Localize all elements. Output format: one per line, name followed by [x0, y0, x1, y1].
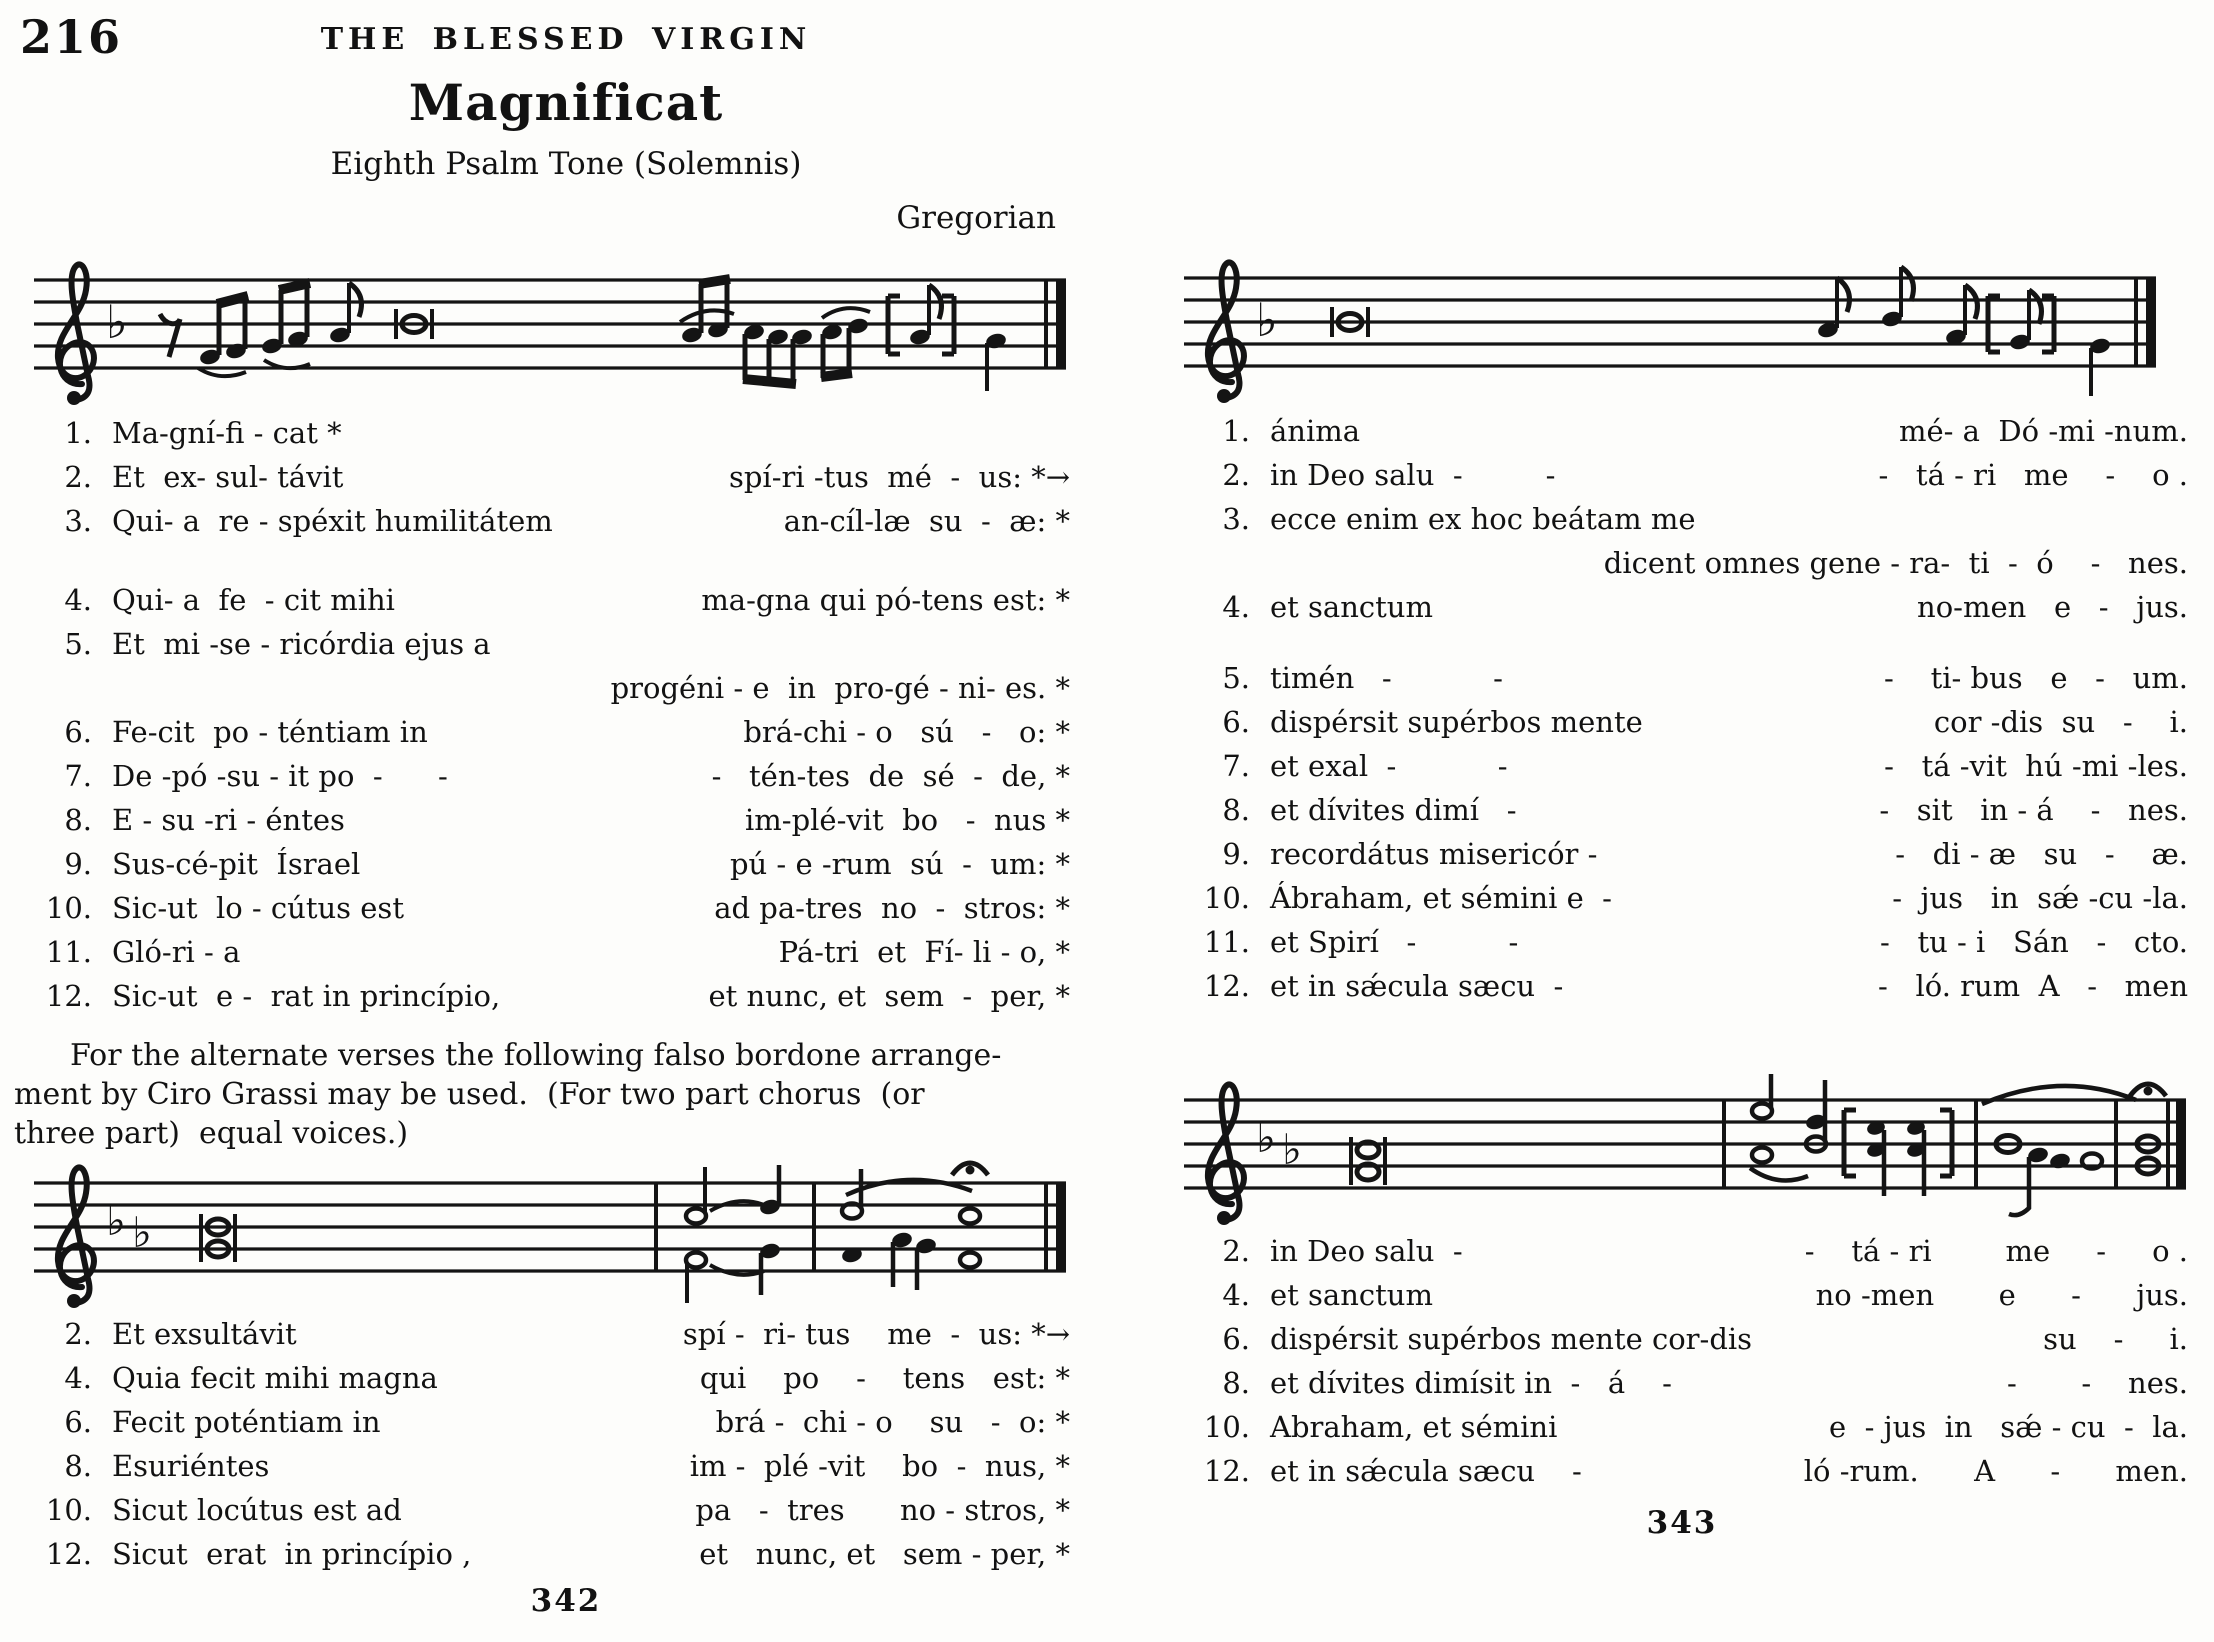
verse-text-left: et in sǽcula sæcu -	[1270, 969, 1564, 1003]
verse-row	[1164, 548, 2188, 579]
verse-text-right: no -men e - jus.	[1815, 1278, 2188, 1312]
verse-row	[14, 893, 1070, 924]
treble-clef-icon	[1208, 1084, 1244, 1225]
verse-row	[1164, 839, 2188, 870]
verse-text-right: progéni - e in pro-gé - ni- es. *	[610, 671, 1070, 705]
verse-text-left: dispérsit supérbos mente cor-dis	[1270, 1322, 1753, 1356]
verse-number: 4.	[1222, 1278, 1250, 1312]
verse-text-right: - di - æ su - æ.	[1895, 837, 2188, 871]
verse-text-right: pú - e -rum sú - um: *	[729, 847, 1070, 881]
verse-number: 8.	[1222, 793, 1250, 827]
verse-text-left: in Deo salu -	[1270, 1234, 1463, 1268]
verse-number: 10.	[1203, 881, 1250, 915]
verse-number: 9.	[1222, 837, 1250, 871]
verse-text-left: Et exsultávit	[112, 1317, 297, 1351]
verse-row	[14, 629, 1070, 660]
verse-row	[1164, 1236, 2188, 1267]
verse-row	[1164, 460, 2188, 491]
chord-breve-icon	[201, 1214, 235, 1262]
verse-row	[1164, 1280, 2188, 1311]
verse-text-left: Sus-cé-pit Ísrael	[112, 847, 361, 881]
verse-text-right: mé- a Dó -mi -num.	[1899, 414, 2188, 448]
verse-text-left: recordátus misericór -	[1270, 837, 1598, 871]
verse-text-left: ánima	[1270, 414, 1361, 448]
verse-text-left: Abraham, et sémini	[1270, 1410, 1558, 1444]
verse-row	[1164, 707, 2188, 738]
flat-sign-icon: ♭	[1282, 1125, 1302, 1174]
verse-text-right: et nunc, et sem - per, *	[699, 1537, 1070, 1571]
right-chant-verses	[1164, 416, 2200, 1002]
verse-text-right: pa - tres no - stros, *	[695, 1493, 1070, 1527]
verse-row	[14, 673, 1070, 704]
note-line: three part) equal voices.)	[14, 1116, 409, 1151]
verse-text-left: et sanctum	[1270, 590, 1433, 624]
verse-text-right: - tá -vit hú -mi -les.	[1884, 749, 2188, 783]
verse-text-left: Et mi -se - ricórdia ejus a	[112, 627, 491, 661]
verse-row	[1164, 504, 2188, 535]
verse-text-left: Fe-cit po - téntiam in	[112, 715, 428, 749]
page-number-left: 342	[530, 1583, 602, 1619]
verse-number: 3.	[1222, 502, 1250, 536]
right-page	[1118, 0, 2214, 1642]
verse-row	[1164, 883, 2188, 914]
chord-group	[1805, 1080, 1828, 1152]
verse-row	[1164, 592, 2188, 623]
verse-row	[1164, 927, 2188, 958]
music-staff-falso-bordone-left	[14, 1143, 1118, 1311]
verse-text-left: in Deo salu - -	[1270, 458, 1556, 492]
verse-text-left: Sicut erat in princípio ,	[112, 1537, 472, 1571]
eighth-note-icon	[329, 283, 362, 344]
verse-number: 2.	[1222, 458, 1250, 492]
verse-text-left: ecce enim ex hoc beátam me	[1270, 502, 1696, 536]
note-group	[1982, 1086, 2136, 1215]
verse-row	[14, 1407, 1070, 1438]
verse-row	[14, 462, 1070, 493]
attribution-label: Gregorian	[896, 200, 1056, 236]
eighth-rest-icon	[160, 314, 180, 357]
verse-number: 7.	[1222, 749, 1250, 783]
verse-text-left: Qui- a fe - cit mihi	[112, 583, 395, 617]
verse-row	[14, 717, 1070, 748]
flat-sign-icon: ♭	[1256, 293, 1278, 347]
verse-text-right: - tu - i Sán - cto.	[1880, 925, 2188, 959]
verse-number: 7.	[64, 759, 92, 793]
verse-text-right: ma-gna qui pó-tens est: *	[701, 583, 1070, 617]
verse-text-right: no-men e - jus.	[1917, 590, 2188, 624]
note-group	[680, 279, 734, 344]
running-head: THE BLESSED VIRGIN	[320, 22, 812, 57]
staff-lines	[1184, 278, 2156, 366]
verse-text-right: im-plé-vit bo - nus *	[745, 803, 1070, 837]
verse-text-left: dispérsit supérbos mente	[1270, 705, 1643, 739]
hymn-number: 216	[20, 10, 123, 64]
verse-number: 1.	[64, 416, 92, 450]
verse-number: 10.	[45, 891, 92, 925]
verse-text-right: - ti- bus e - um.	[1883, 661, 2188, 695]
note-group	[198, 296, 248, 376]
staff-lines	[1184, 1100, 2186, 1188]
verse-text-right: spí-ri -tus mé - us: *→	[728, 460, 1070, 494]
staff-lines	[34, 1183, 1066, 1271]
music-staff-gregorian-left	[14, 240, 1118, 408]
verse-row	[14, 761, 1070, 792]
verse-text-left: timén - -	[1270, 661, 1503, 695]
note-line: For the alternate verses the following falso bordone arrange-	[70, 1038, 1002, 1073]
verse-row	[14, 1539, 1070, 1570]
music-staff-gregorian-right	[1164, 238, 2200, 406]
piece-subtitle: Eighth Psalm Tone (Solemnis)	[330, 146, 802, 182]
verse-number: 11.	[1203, 925, 1250, 959]
verse-text-right: brá-chi - o sú - o: *	[743, 715, 1070, 749]
verse-row	[1164, 1368, 2188, 1399]
verse-number: 6.	[1222, 1322, 1250, 1356]
verse-text-left: Ma-gní-fi - cat *	[112, 416, 342, 450]
right-falso-bordone-verses	[1164, 1236, 2200, 1487]
verse-text-right: qui po - tens est: *	[699, 1361, 1070, 1395]
staff-lines	[34, 280, 1066, 368]
verse-text-right: dicent omnes gene - ra- ti - ó - nes.	[1603, 546, 2188, 580]
verse-row	[14, 506, 1070, 537]
note-group	[743, 323, 814, 384]
music-staff-falso-bordone-right	[1164, 1060, 2200, 1228]
verse-row	[14, 981, 1070, 1012]
verse-number: 10.	[1203, 1410, 1250, 1444]
verse-text-right: - tá - ri me - o .	[1804, 1234, 2188, 1268]
verse-text-left: Sic-ut lo - cútus est	[112, 891, 404, 925]
verse-text-right: Pá-tri et Fí- li - o, *	[778, 935, 1070, 969]
flat-sign-icon: ♭	[106, 1196, 126, 1245]
verse-text-left: et dívites dimísit in - á -	[1270, 1366, 1672, 1400]
verse-number: 5.	[64, 627, 92, 661]
verse-number: 11.	[45, 935, 92, 969]
verse-text-left: et in sǽcula sæcu -	[1270, 1454, 1582, 1488]
verse-number: 10.	[45, 1493, 92, 1527]
verse-number: 6.	[1222, 705, 1250, 739]
page-number-right: 343	[1646, 1505, 1718, 1541]
verse-number: 5.	[1222, 661, 1250, 695]
verse-number: 3.	[64, 504, 92, 538]
verse-text-right: cor -dis su - i.	[1933, 705, 2188, 739]
flat-sign-icon: ♭	[1256, 1113, 1276, 1162]
verse-number: 2.	[64, 1317, 92, 1351]
verse-row	[1164, 1324, 2188, 1355]
eighth-note-icon	[1817, 278, 1850, 339]
treble-clef-icon	[58, 1167, 94, 1308]
verse-number: 4.	[64, 583, 92, 617]
left-falso-bordone-verses	[14, 1319, 1118, 1570]
verse-text-right: ló -rum. A - men.	[1803, 1454, 2188, 1488]
verse-row	[14, 1495, 1070, 1526]
flat-sign-icon: ♭	[106, 295, 128, 349]
verse-number: 12.	[1203, 969, 1250, 1003]
verse-text-right: im - plé -vit bo - nus, *	[689, 1449, 1070, 1483]
verse-text-left: Gló-ri - a	[112, 935, 241, 969]
eighth-note-icon	[1945, 285, 1978, 346]
verse-text-right: - - nes.	[2007, 1366, 2188, 1400]
verse-text-left: Quia fecit mihi magna	[112, 1361, 438, 1395]
chord-group	[686, 1167, 764, 1303]
verse-text-right: spí - ri- tus me - us: *→	[682, 1317, 1070, 1351]
verse-text-right: e - jus in sǽ - cu - la.	[1829, 1410, 2188, 1444]
verse-text-left: E - su -ri - éntes	[112, 803, 345, 837]
verse-number: 8.	[64, 1449, 92, 1483]
verse-number: 9.	[64, 847, 92, 881]
verse-text-left: et sanctum	[1270, 1278, 1433, 1312]
verse-row	[14, 1319, 1070, 1350]
flat-sign-icon: ♭	[132, 1208, 152, 1257]
verse-text-right: - sit in - á - nes.	[1879, 793, 2188, 827]
verse-text-left: et Spirí - -	[1270, 925, 1519, 959]
verse-text-left: et exal - -	[1270, 749, 1508, 783]
eighth-note-icon	[1881, 267, 1914, 328]
verse-text-right: su - i.	[2043, 1322, 2188, 1356]
verse-number: 2.	[1222, 1234, 1250, 1268]
verse-row	[14, 418, 1070, 449]
falso-bordone-note	[14, 1036, 1118, 1153]
note-group	[891, 1231, 938, 1290]
verse-row	[1164, 1412, 2188, 1443]
verse-text-left: Esuriéntes	[112, 1449, 270, 1483]
treble-clef-icon	[1208, 262, 1244, 403]
verse-row	[14, 1451, 1070, 1482]
verse-row	[14, 849, 1070, 880]
verse-text-right: brá - chi - o su - o: *	[715, 1405, 1070, 1439]
verse-text-right: - tá - ri me - o .	[1878, 458, 2188, 492]
verse-row	[1164, 416, 2188, 447]
verse-number: 1.	[1222, 414, 1250, 448]
verse-number: 8.	[64, 803, 92, 837]
verse-number: 6.	[64, 1405, 92, 1439]
verse-text-right: - ló. rum A - men	[1878, 969, 2188, 1003]
verse-text-left: Ábraham, et sémini e -	[1270, 881, 1612, 915]
page-title: Magnificat	[408, 73, 724, 132]
note-line: ment by Ciro Grassi may be used. (For two part chorus (or	[14, 1077, 925, 1112]
quarter-note-icon	[985, 332, 1008, 391]
verse-row	[1164, 663, 2188, 694]
verse-text-right: - tén-tes de sé - de, *	[711, 759, 1070, 793]
verse-text-right: ad pa-tres no - stros: *	[714, 891, 1070, 925]
verse-row	[1164, 795, 2188, 826]
verse-number: 4.	[64, 1361, 92, 1395]
verse-text-left: et dívites dimí -	[1270, 793, 1517, 827]
verse-number: 8.	[1222, 1366, 1250, 1400]
verse-text-left: Sicut locútus est ad	[112, 1493, 402, 1527]
verse-text-right: an-cíl-læ su - æ: *	[783, 504, 1070, 538]
verse-row	[1164, 1456, 2188, 1487]
verse-row	[14, 805, 1070, 836]
verse-text-left: Qui- a re - spéxit humilitátem	[112, 504, 553, 538]
left-chant-verses	[14, 418, 1118, 1012]
verse-text-left: Et ex- sul- távit	[112, 460, 344, 494]
verse-row	[1164, 971, 2188, 1002]
verse-number: 4.	[1222, 590, 1250, 624]
verse-number: 12.	[1203, 1454, 1250, 1488]
verse-row	[14, 1363, 1070, 1394]
verse-number: 6.	[64, 715, 92, 749]
verse-number: 2.	[64, 460, 92, 494]
verse-row	[1164, 751, 2188, 782]
verse-text-right: - jus in sǽ -cu -la.	[1892, 881, 2188, 915]
verse-row	[14, 937, 1070, 968]
verse-text-right: et nunc, et sem - per, *	[708, 979, 1070, 1013]
bracketed-eighth-note	[888, 285, 954, 354]
treble-clef-icon	[58, 264, 94, 405]
verse-text-left: De -pó -su - it po - -	[112, 759, 448, 793]
verse-row	[14, 585, 1070, 616]
verse-number: 12.	[45, 1537, 92, 1571]
verse-text-left: Sic-ut e - rat in princípio,	[112, 979, 501, 1013]
verse-number: 12.	[45, 979, 92, 1013]
verse-text-left: Fecit poténtiam in	[112, 1405, 381, 1439]
